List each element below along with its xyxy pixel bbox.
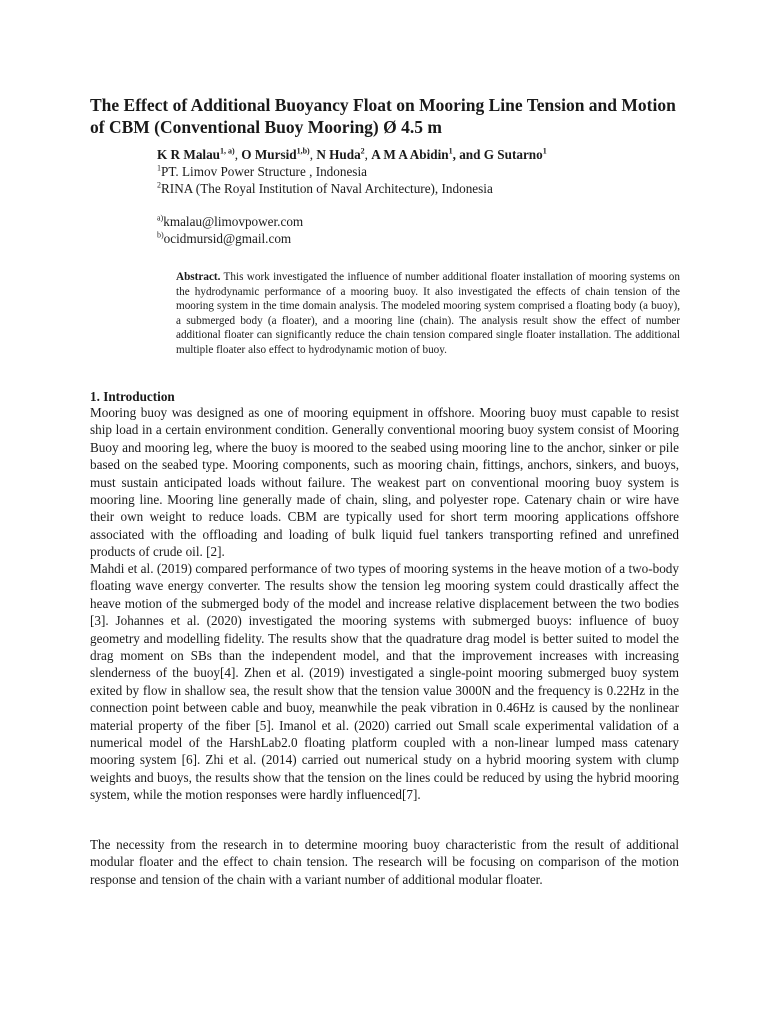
abstract xyxy=(176,270,680,358)
email-1[interactable]: $^{a)}$kmalau@limovpower.com xyxy=(157,213,304,229)
intro-paragraph-3: The necessity from the research in to determine mooring buoy characteristic from the result of additional modular floater and the effect to chain tension. The research will be focusing on comparison of the motion response and tension of the chain with a variant number of additional modular floater. xyxy=(90,837,679,887)
affiliation-1: $^1$PT. Limov Power Structure , Indonesia xyxy=(157,163,367,179)
paper-title: The Effect of Additional Buoyancy Float on Mooring Line Tension and Motion of CBM (Conventional Buoy Mooring) Ø 4.5 m xyxy=(90,95,676,137)
author-5: G Sutarno$^1$ xyxy=(483,146,547,162)
email-2[interactable]: $^{b)}$ocidmursid@gmail.com xyxy=(157,230,292,246)
abstract-text: This work investigated the influence of number additional floater installation of mooring systems on the hydrodynamic performance of a mooring buoy. It also investigated the effects of chain tension of the mooring system in the time domain analysis. The modeled mooring system comprised a floating body (a buoy), a submerged body (a floater), and a mooring line (chain). The analysis result show the effect of number additional floater can significantly reduce the chain tension compared single floater installation. The additional multiple floater also effect to hydrodynamic motion of buoy. xyxy=(176,271,680,356)
intro-paragraph-2: Mahdi et al. (2019) compared performance of two types of mooring systems in the heave motion of a two-body floating wave energy converter. The results show the tension leg mooring system could drastically affect the heave motion of the submerged body of the model and increase relative displacement between the two bodies [3]. Johannes et al. (2020) investigated the mooring systems with submerged buoys: influence of buoy geometry and modelling fidelity. The results show that the quadrature drag model is better suited to model the drag moment on SBs than the independent model, and that the improvement increases with increasing slenderness of the buoy[4]. Zhen et al. (2019) investigated a single-point mooring submerged buoy system exited by flow in shallow sea, the result show that the tension value 3000N and the frequency is 0.22Hz in the connection point between cable and buoy, meanwhile the peak vibration in 0.46Hz is caused by the nonlinear material property of the fiber [5]. Imanol et al. (2020) carried out Small scale experimental validation of a numerical model of the HarshLab2.0 floating platform coupled with a non-linear lumped mass catenary mooring system [6]. Zhi et al. (2014) carried out numerical study on a hybrid mooring system with clump weights and buoys, the results show that the tension on the lines could be reduced by using the hybrid mooring system, while the motion responses were hardly influenced[7]. xyxy=(90,561,679,803)
author-1: K R Malau$^{1, a)}$ xyxy=(157,146,235,162)
section-heading-introduction: 1. Introduction xyxy=(90,389,175,404)
abstract-label: Abstract. xyxy=(176,271,221,283)
author-4: A M A Abidin$^1$ xyxy=(371,146,453,162)
intro-paragraph-1: Mooring buoy was designed as one of mooring equipment in offshore. Mooring buoy must capable to resist ship load in a certain environment condition. Generally conventional mooring buoy system consist of Mooring Buoy and mooring leg, where the buoy is moored to the seabed using mooring line to the anchor, sinker or pile based on the seabed type. Mooring components, such as mooring chain, fittings, anchors, sinkers, and buoys, must sustain anticipated loads without failure. The weakest part on conventional mooring buoy system is mooring line. Mooring line generally made of chain, sling, and polyester rope. Catenary chain or wire have their own weight to reduce loads. CBM are typically used for short term mooring applications offshore associated with the offloading and loading of bulk liquid fuel tankers transporting refined and unrefined products of crude oil. [2]. xyxy=(90,405,679,560)
author-2: O Mursid$^{1,b)}$ xyxy=(241,146,310,162)
author-list: K R Malau$^{1, a)}$, O Mursid$^{1,b)}$, N Huda$^2$, A M A Abidin$^1$, and G Sutarno$^1$ xyxy=(157,146,547,162)
author-3: N Huda$^2$ xyxy=(316,146,365,162)
affiliation-2: $^2$RINA (The Royal Institution of Naval Architecture), Indonesia xyxy=(157,180,493,196)
